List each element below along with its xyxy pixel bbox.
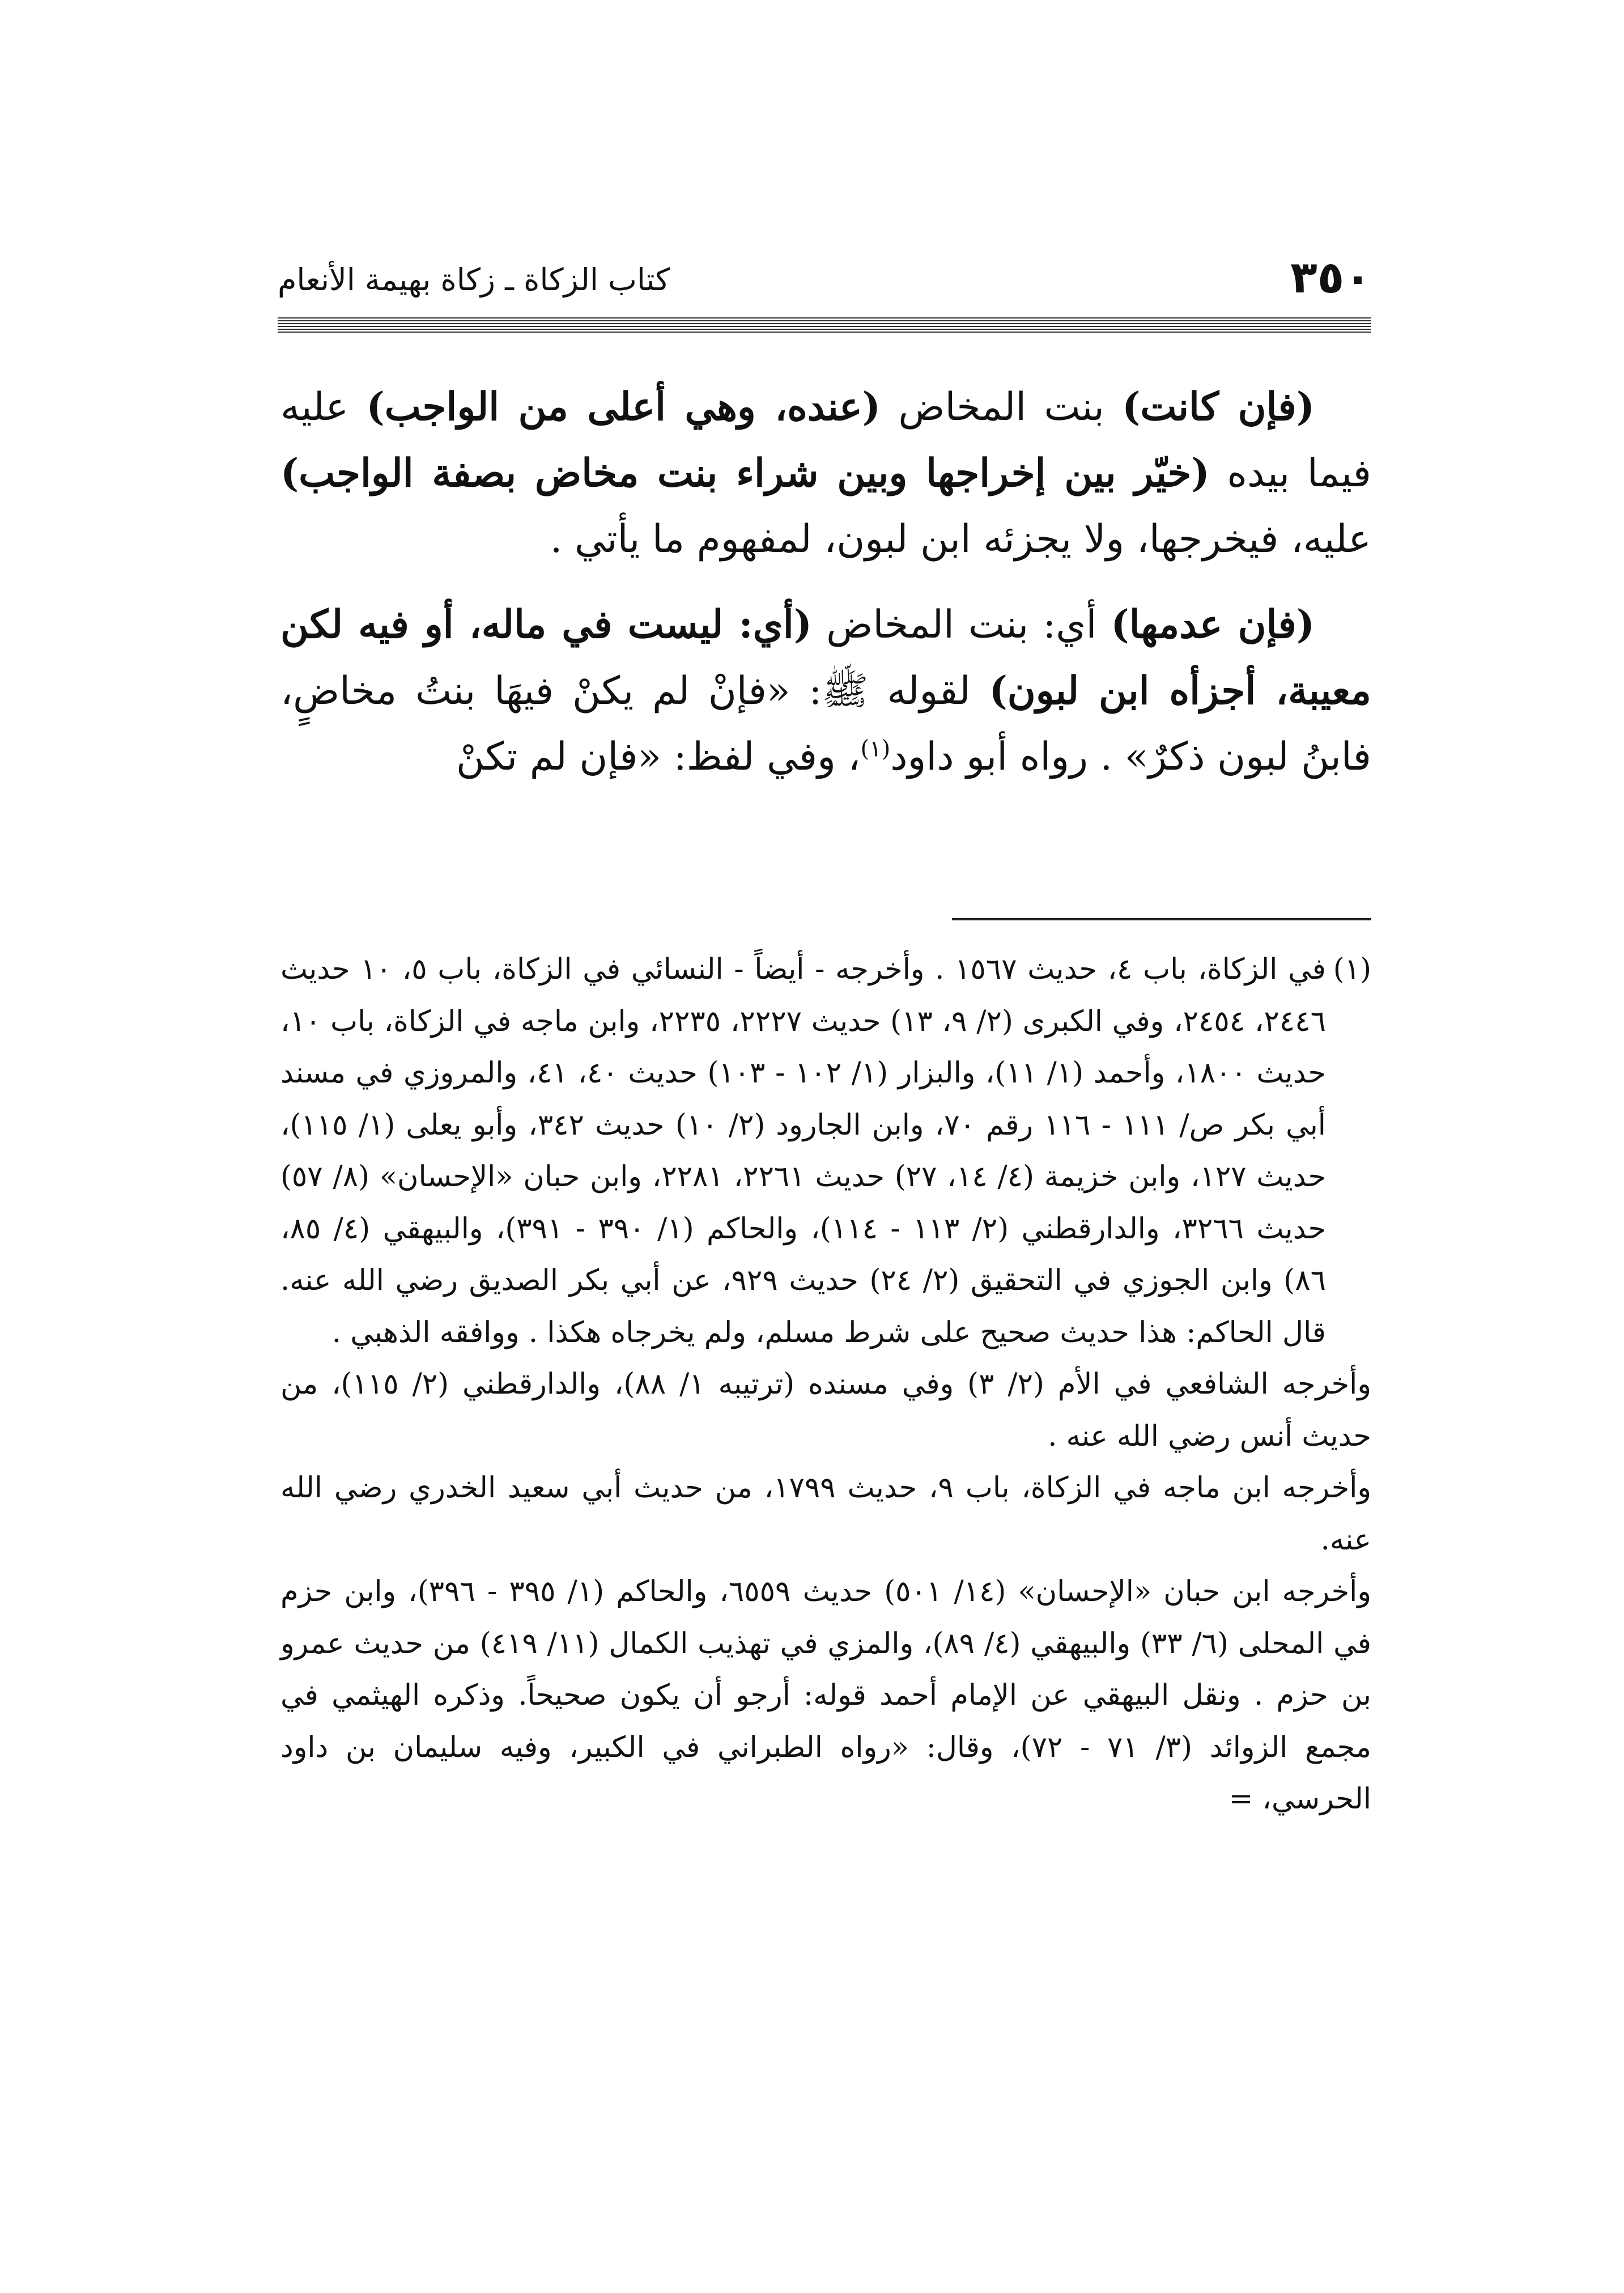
sharh-text: ، وفي لفظ: «فإن لم تكنْ: [456, 734, 861, 779]
page-number: ٣٥٠: [1290, 252, 1371, 303]
paragraph-2: [280, 592, 1371, 790]
sharh-text: عليه فيما بيده: [280, 385, 1371, 496]
sharh-text: لقوله ﷺ: «فإنْ لم يكنْ فيهَا بنتُ مخاضٍ، فابنُ لبون ذكرٌ» . رواه أبو داود: [280, 669, 1371, 779]
footnote-paragraph: وأخرجه ابن ماجه في الزكاة، باب ٩، حديث ١٧٩٩، من حديث أبي سعيد الخدري رضي الله عنه.: [280, 1471, 1372, 1557]
sharh-text: بنت المخاض: [880, 385, 1123, 430]
page-header: [278, 249, 1371, 312]
paragraph-1: [280, 374, 1371, 572]
matn-text: (فإن عدمها): [1111, 602, 1315, 647]
matn-text: (فإن كانت): [1122, 384, 1315, 430]
sharh-text: أي: بنت المخاض: [811, 602, 1111, 647]
footnote-reference: (١): [860, 736, 891, 762]
footnotes: [280, 944, 1371, 1825]
matn-text: (خيّر بين إخراجها وبين شراء بنت مخاض بصفة الواجب): [280, 451, 1210, 496]
footnote-paragraph: [280, 944, 1371, 1358]
footnote-paragraph: وأخرجه الشافعي في الأم (٢/ ٣) وفي مسنده (ترتيبه ١/ ٨٨)، والدارقطني (٢/ ١١٥)، من حديث أنس رضي الله عنه .: [280, 1368, 1371, 1453]
footnote-paragraph: وأخرجه ابن حبان «الإحسان» (١٤/ ٥٠١) حديث ٦٥٥٩، والحاكم (١/ ٣٩٥ - ٣٩٦)، وابن حزم في المحلى (٦/ ٣٣) والبيهقي (٤/ ٨٩)، والمزي في تهذيب الكمال (١١/ ٤١٩) من حديث عمرو بن حزم . ونقل البيهقي عن الإمام أحمد قوله: أرجو أن يكون صحيحاً. وذكره الهيثمي في مجمع الزوائد (٣/ ٧١ - ٧٢)، وقال: «رواه الطبراني في الكبير، وفيه سليمان بن داود الحرسي، =: [280, 1575, 1371, 1816]
matn-text: (عنده، وهي أعلى من الواجب): [366, 384, 881, 430]
matn-text: (أي: ليست في ماله، أو فيه لكن معيبة، أجزأه ابن لبون): [280, 602, 1371, 714]
running-title: كتاب الزكاة ـ زكاة بهيمة الأنعام: [278, 262, 670, 298]
footnote-text: في الزكاة، باب ٤، حديث ١٥٦٧ . وأخرجه - أيضاً - النسائي في الزكاة، باب ٥، ١٠ حديث ٢٤٤٦، ٢٤٥٤، وفي الكبرى (٢/ ٩، ١٣) حديث ٢٢٢٧، ٢٢٣٥، وابن ماجه في الزكاة، باب ١٠، حديث ١٨٠٠، وأحمد (١/ ١١)، والبزار (١/ ١٠٢ - ١٠٣) حديث ٤٠، ٤١، والمروزي في مسند أبي بكر ص/ ١١١ - ١١٦ رقم ٧٠، وابن الجارود (٢/ ١٠) حديث ٣٤٢، وأبو يعلى (١/ ١١٥)، حديث ١٢٧، وابن خزيمة (٤/ ١٤، ٢٧) حديث ٢٢٦١، ٢٢٨١، وابن حبان «الإحسان» (٨/ ٥٧) حديث ٣٢٦٦، والدارقطني (٢/ ١١٣ - ١١٤)، والحاكم (١/ ٣٩٠ - ٣٩١)، والبيهقي (٤/ ٨٥، ٨٦) وابن الجوزي في التحقيق (٢/ ٢٤) حديث ٩٢٩، عن أبي بكر الصديق رضي الله عنه. قال الحاكم: هذا حديث صحيح على شرط مسلم، ولم يخرجاه هكذا . ووافقه الذهبي .: [280, 953, 1327, 1349]
main-text: [280, 374, 1371, 809]
header-divider: [278, 317, 1371, 334]
footnote-divider: [952, 918, 1371, 920]
footnote-marker: (١): [1333, 953, 1371, 986]
sharh-text: عليه، فيخرجها، ولا يجزئه ابن لبون، لمفهوم ما يأتي .: [550, 517, 1371, 562]
